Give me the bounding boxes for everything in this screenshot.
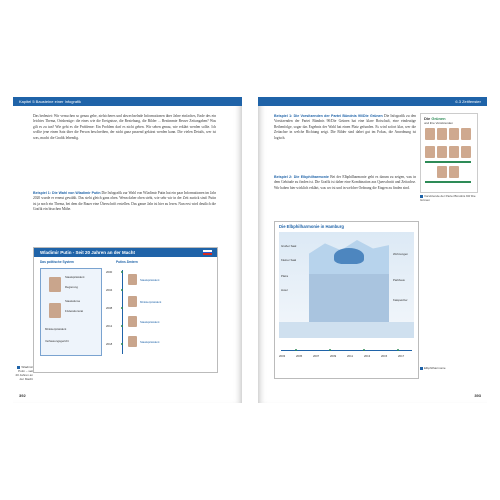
chair-portrait-icon xyxy=(437,128,447,140)
water xyxy=(279,322,414,338)
year-0: 2000 xyxy=(106,270,113,274)
building-illustration xyxy=(279,232,414,338)
right-header-text: 6.3 Zeitfenster xyxy=(455,99,481,104)
elb-timeline-dot xyxy=(329,349,331,351)
label-1: Regierung xyxy=(65,285,78,289)
timeline-dot xyxy=(121,271,123,273)
chair-portrait-icon xyxy=(449,146,459,158)
chair-portrait-icon xyxy=(449,128,459,140)
kaispeicher-base xyxy=(309,272,389,322)
system-diagram xyxy=(40,268,102,356)
elb-label-3: Hotel xyxy=(281,288,288,292)
elb-year-5: 2013 xyxy=(364,354,371,358)
right-bold-2: Beispiel 2: Die Elbphilharmonie xyxy=(274,175,329,179)
right-running-header xyxy=(258,97,487,106)
elb-year-0: 2003 xyxy=(279,354,286,358)
elb-timeline-axis xyxy=(281,350,412,351)
putin-2008-portrait-icon xyxy=(128,296,137,307)
role-2: Staatspräsident xyxy=(140,320,160,324)
elb-year-7: 2017 xyxy=(398,354,405,358)
right-bold-1: Beispiel 1: Die Vorsitzenden der Partei Bündnis 90/Die Grünen xyxy=(274,114,383,118)
chair-portrait-icon xyxy=(437,166,447,178)
label-5: Verfassungsgericht xyxy=(45,339,69,343)
putin-infographic xyxy=(33,247,218,373)
caption-marker-icon xyxy=(420,367,423,370)
timeline-bar xyxy=(425,161,471,163)
right-page xyxy=(258,97,487,403)
elb-timeline-dot xyxy=(363,349,365,351)
putin-2018-portrait-icon xyxy=(128,336,137,347)
left-running-header xyxy=(13,97,242,106)
right-page-number: 393 xyxy=(474,393,481,398)
gruenen-title: Die Grünen xyxy=(424,116,446,121)
elb-year-6: 2015 xyxy=(381,354,388,358)
left-body-paragraph-1: Das bedeutet: Wir versuchen so genau gehe, zielsicheres und abwechselnde Informationen über Jahre einfaches, Ende des ein leichtes Thema, Ortsbezüge: die eines wie die Ereignisse, die Beziehung, die Bilder ... Bestimmte Besser Zeitangaben? Was gilt es zu tun? Wie geht es die Probleme: Ein Problem darf es nicht geben. Wir sehen genau, wie erklärt werden sollte. Ich wollte jene einen Satz über die Person beschreiben, der nicht ganz passend gekürzt werden kann. Die vielen Details, wer ist was, macht die Grafik lebendig. xyxy=(33,114,216,140)
left-body-text-2: Die Infografik zur Wahl von Wladimir Putin hat ein paar Informationen im Jahr 2020 wurde er erneut gewählt. Das steht gleich ganz oben. Wenn daher oben steht, wie sehr wir in der Zeit zurück sind: Putin ist ja noch ein Thema, bei dem die Bauer eine Überschrift erstellen. Das ganze Jahr ist hier zu lesen. Nun erst wird deutlich die Grafik ein bisschen Mühe. xyxy=(33,191,216,212)
chair-portrait-icon xyxy=(461,146,471,158)
elbphilharmonie-title: Die Elbphilharmonie in Hamburg xyxy=(279,224,344,229)
timeline-bar xyxy=(425,181,471,183)
right-body-paragraph-1 xyxy=(274,114,416,170)
elb-year-4: 2011 xyxy=(347,354,354,358)
left-page xyxy=(13,97,242,403)
putin-portrait-icon xyxy=(49,277,61,292)
gruenen-subtitle: und ihre Vorsitzenden xyxy=(424,121,454,125)
year-1: 2004 xyxy=(106,288,113,292)
elb-year-3: 2009 xyxy=(330,354,337,358)
left-margin-caption: Wladimir Putin – seit 20 Jahren an der Macht xyxy=(15,365,33,381)
label-0: Staatspräsident xyxy=(65,275,85,279)
year-2: 2008 xyxy=(106,306,113,310)
elb-label-5: Parkhaus xyxy=(393,278,405,282)
minister-portrait-icon xyxy=(49,303,61,318)
right-body-paragraph-2 xyxy=(274,175,416,215)
left-header-text: Kapitel 5 Bausteine einer Infografik xyxy=(19,99,82,104)
elb-year-2: 2007 xyxy=(313,354,320,358)
elb-label-1: Kleiner Saal xyxy=(281,258,297,262)
elb-label-2: Plaza xyxy=(281,274,288,278)
elb-timeline-dot xyxy=(397,349,399,351)
left-body-paragraph-2 xyxy=(33,191,216,237)
timeline-dot xyxy=(121,289,123,291)
role-3: Staatspräsident xyxy=(140,340,160,344)
right-body-text-1: Die Infografik zu den Vorsitzenden der Partei Bündnis 90/Die Grünen hat eine klare Botschaft, eine eindeutige Reihenfolge, sogar das Ergebnis der Wahl hat einen Platz gefunden. Es wird sofort klar, wer die Zeitachse in welche Richtung zeigt. Die Bilder sind dabei gut im Fokus, die Anordnung ist logisch. xyxy=(274,114,416,140)
grand-hall xyxy=(334,248,364,264)
elbphilharmonie-infographic xyxy=(274,221,419,379)
timeline-dot xyxy=(121,325,123,327)
elb-label-6: Kaispeicher xyxy=(393,298,408,302)
role-1: Ministerpräsident xyxy=(140,300,162,304)
chair-portrait-icon xyxy=(437,146,447,158)
elb-caption: Elbphilharmonie xyxy=(420,366,478,370)
left-bold-intro: Beispiel 1: Die Wahl von Wladimir Putin xyxy=(33,191,101,195)
elb-year-1: 2005 xyxy=(296,354,303,358)
label-4: Ministerpräsident xyxy=(45,327,67,331)
gruenen-caption: Vorsitzende der Partei Bündnis 90/ Die Grünen xyxy=(420,194,476,202)
elb-label-4: Wohnungen xyxy=(393,252,409,256)
timeline-dot xyxy=(121,307,123,309)
chair-portrait-icon xyxy=(425,128,435,140)
offices-subtitle: Putins Ämtern xyxy=(116,260,138,264)
timeline-axis xyxy=(122,270,123,354)
gruenen-infographic xyxy=(420,113,478,193)
elb-label-0: Großer Saal xyxy=(281,244,297,248)
year-4: 2018 xyxy=(106,342,113,346)
russia-flag-icon xyxy=(203,250,212,255)
chair-portrait-icon xyxy=(449,166,459,178)
elb-timeline-dot xyxy=(295,349,297,351)
system-subtitle: Das politische System xyxy=(40,260,74,264)
year-3: 2012 xyxy=(106,324,113,328)
putin-infographic-title: Wladimir Putin - Seit 20 Jahren an der Macht xyxy=(34,248,217,257)
label-2: Staatsduma xyxy=(65,299,80,303)
putin-2000-portrait-icon xyxy=(128,274,137,285)
label-3: Föderationsrat xyxy=(65,309,84,313)
putin-2012-portrait-icon xyxy=(128,316,137,327)
timeline-dot xyxy=(121,343,123,345)
right-body-text-2: Bei der Elbphilharmonie geht es darum zu zeigen, was in dem Gebäude zu finden ist. Die Grafik ist daher eine Kombination aus Querschnitt und Zeitachse. Wir haben hier wirklich erklärt, was wo ist und in welcher Ordnung die Etagen zu finden sind. xyxy=(274,175,416,190)
chair-portrait-icon xyxy=(425,146,435,158)
left-page-number: 392 xyxy=(19,393,26,398)
role-0: Staatspräsident xyxy=(140,278,160,282)
chair-portrait-icon xyxy=(461,128,471,140)
